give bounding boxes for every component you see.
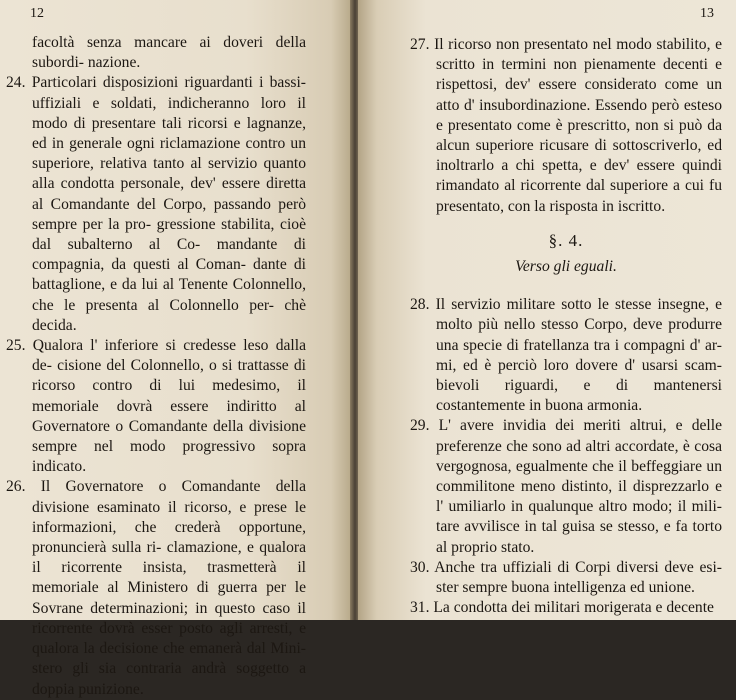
right-page-text	[410, 35, 722, 618]
article-number: 27.	[410, 36, 430, 53]
article-text: L' avere invidia dei meriti altrui, e delle preferenze che sono ad altri accordate, è cosa vergognosa, egualmente che il beffeggiare un commilitone meno distinto, il disprezzarlo e l' umiliarlo in qualunque altro modo; il mili- tare avvilisce in tal guisa se stesso, e fa torto al proprio stato.	[436, 417, 723, 556]
right-page	[358, 0, 736, 620]
continuation-paragraph: facoltà senza mancare ai doveri della subordi- nazione.	[32, 34, 306, 72]
left-page	[0, 0, 352, 698]
article-number: 25.	[6, 337, 26, 355]
article-30	[410, 558, 722, 598]
article-number: 30.	[410, 558, 430, 576]
article-number: 24.	[6, 74, 26, 92]
article-number: 28.	[410, 296, 430, 314]
section-subheading: Verso gli eguali.	[515, 258, 617, 276]
page-number-left: 12	[30, 6, 44, 21]
right-page-articles	[410, 295, 722, 618]
article-24	[6, 73, 306, 336]
article-number: 26.	[6, 478, 26, 496]
article-text: Particolari disposizioni riguardanti i bassi- uffiziali e soldati, indicheranno loro il modo di presentare tali ricorsi e lagnanze, ed in generale ogni riclamazione contro un superiore, relativa tanto al servizio quanto alla condotta personale, dev' essere diretta al Comandante del Corpo, passando però sempre per la pro- gressione stabilita, cioè dal subalterno al Co- mandante di compagnia, da questi al Coman- dante di battaglione, e da lui al Tenente Colonnello, che le presenta al Colonnello per- chè decida.	[31, 74, 306, 334]
article-28	[410, 295, 722, 416]
article-text: Il Governatore o Comandante della divisione esaminato il ricorso, e prese le informazioni, che crederà opportune, pronuncierà sulla ri- clamazione, e qualora il ricorrente insista, trasmetterà il memoriale al Ministero di guerra per le Sovrane determinazioni; in questo caso il ricorrente dovrà esser posto agli arresti, e qualora la decisione che emanerà dal Mini- stero gli sia contraria andrà soggetto a doppia punizione.	[32, 478, 306, 698]
article-text: Il ricorso non presentato nel modo stabilito, e scritto in termini non pienamente decenti e rispettosi, dev' essere considerato come un atto d' insubordinazione. Essendo però esteso e presentato come è prescritto, non si può da alcun superiore ricusare di sottoscriverlo, ed inoltrarlo a chi spetta, e dev' essere quindi rimandato al ricorrente dal superiore a cui fu presentato, con la risposta in iscritto.	[434, 36, 722, 215]
article-31	[410, 598, 722, 618]
article-29	[410, 416, 722, 557]
article-26	[6, 477, 306, 699]
article-text: La condotta dei militari morigerata e decente	[433, 599, 714, 617]
article-number: 31.	[410, 599, 430, 617]
article-27	[410, 35, 722, 217]
article-text: Anche tra uffiziali di Corpi diversi deve esi- ster sempre buona intelligenza ed unione.	[434, 558, 722, 597]
left-page-text	[6, 33, 306, 700]
page-number-right: 13	[700, 6, 714, 21]
article-text: Il servizio militare sotto le stesse insegne, e molto più nello stesso Corpo, deve produrre una specie di fratellanza tra i compagni d' ar- mi, ed è perciò loro dovere d' usarsi scam- bievoli riguardi, e di mantenersi costantemente in buona armonia.	[435, 296, 722, 415]
article-text: Qualora l' inferiore si credesse leso dalla de- cisione del Colonnello, o si trattasse di ricorso contro di lui medesimo, il memoriale dovrà essere indiritto al Governatore o Comandante della divisione sempre nel modo progressivo sopra indicato.	[32, 337, 306, 476]
section-heading: §. 4.	[548, 230, 584, 250]
article-25	[6, 336, 306, 477]
article-number: 29.	[410, 417, 430, 435]
